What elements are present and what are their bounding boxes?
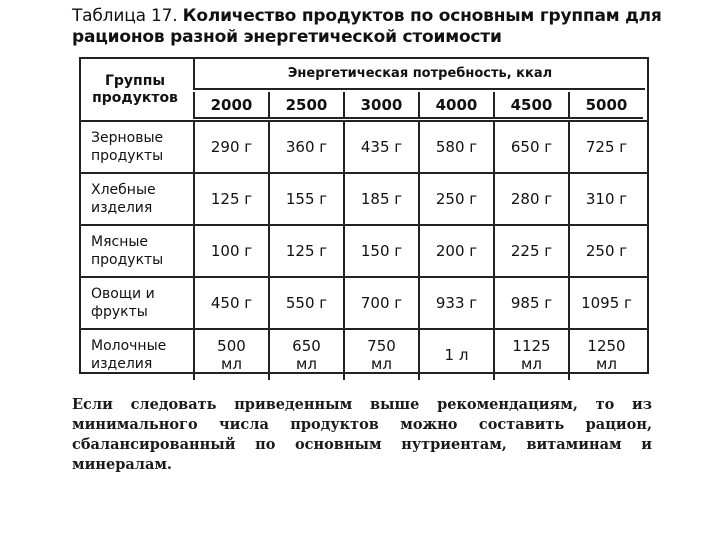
table-cell: 650 г [493, 122, 568, 172]
table-caption [72, 6, 692, 48]
table-cell: 185 г [343, 174, 418, 224]
row-label-bread: Хлебные изделия [91, 182, 156, 216]
groups-header: Группы продуктов [92, 73, 178, 106]
table-cell: 310 г [568, 174, 643, 224]
kcal-header-5000: 5000 [568, 92, 643, 119]
nutrition-table [79, 57, 649, 374]
table-cell: 725 г [568, 122, 643, 172]
table-cell: 250 г [568, 226, 643, 276]
table-cell: 125 г [193, 174, 268, 224]
table-cell: 500 мл [193, 330, 268, 380]
table-cell: 1 л [418, 330, 493, 380]
table-cell: 550 г [268, 278, 343, 328]
energy-header: Энергетическая потребность, ккал [193, 59, 645, 90]
caption-prefix: Таблица 17. [72, 6, 178, 26]
table-cell: 100 г [193, 226, 268, 276]
table-cell: 435 г [343, 122, 418, 172]
table-cell: 580 г [418, 122, 493, 172]
kcal-header-3000: 3000 [343, 92, 418, 119]
row-label-dairy: Молочные изделия [91, 338, 167, 372]
table-cell: 700 г [343, 278, 418, 328]
table-cell: 150 г [343, 226, 418, 276]
table-cell: 360 г [268, 122, 343, 172]
table-cell: 200 г [418, 226, 493, 276]
kcal-header-2000: 2000 [193, 92, 268, 119]
table-cell: 1250 мл [568, 330, 643, 380]
table-cell: 225 г [493, 226, 568, 276]
table-cell: 280 г [493, 174, 568, 224]
kcal-header-4000: 4000 [418, 92, 493, 119]
kcal-header-4500: 4500 [493, 92, 568, 119]
table-cell: 250 г [418, 174, 493, 224]
table-cell: 450 г [193, 278, 268, 328]
table-cell: 125 г [268, 226, 343, 276]
row-label-grains: Зерновые продукты [91, 130, 164, 164]
kcal-header-2500: 2500 [268, 92, 343, 119]
table-cell: 1125 мл [493, 330, 568, 380]
table-cell: 650 мл [268, 330, 343, 380]
table-cell: 985 г [493, 278, 568, 328]
caption-title: Количество продуктов по основным группам для рационов разной энергетической стоимости [72, 6, 662, 47]
table-cell: 290 г [193, 122, 268, 172]
table-cell: 750 мл [343, 330, 418, 380]
body-paragraph: Если следовать приведенным выше рекомендациям, то из минимального числа продуктов можно составить рацион, сбалансированный по основным нутриентам, витаминам и минералам. [72, 396, 652, 473]
table-cell: 155 г [268, 174, 343, 224]
row-label-vegetables: Овощи и фрукты [91, 286, 155, 320]
row-label-meat: Мясные продукты [91, 234, 164, 268]
table-cell: 1095 г [568, 278, 643, 328]
table-cell: 933 г [418, 278, 493, 328]
